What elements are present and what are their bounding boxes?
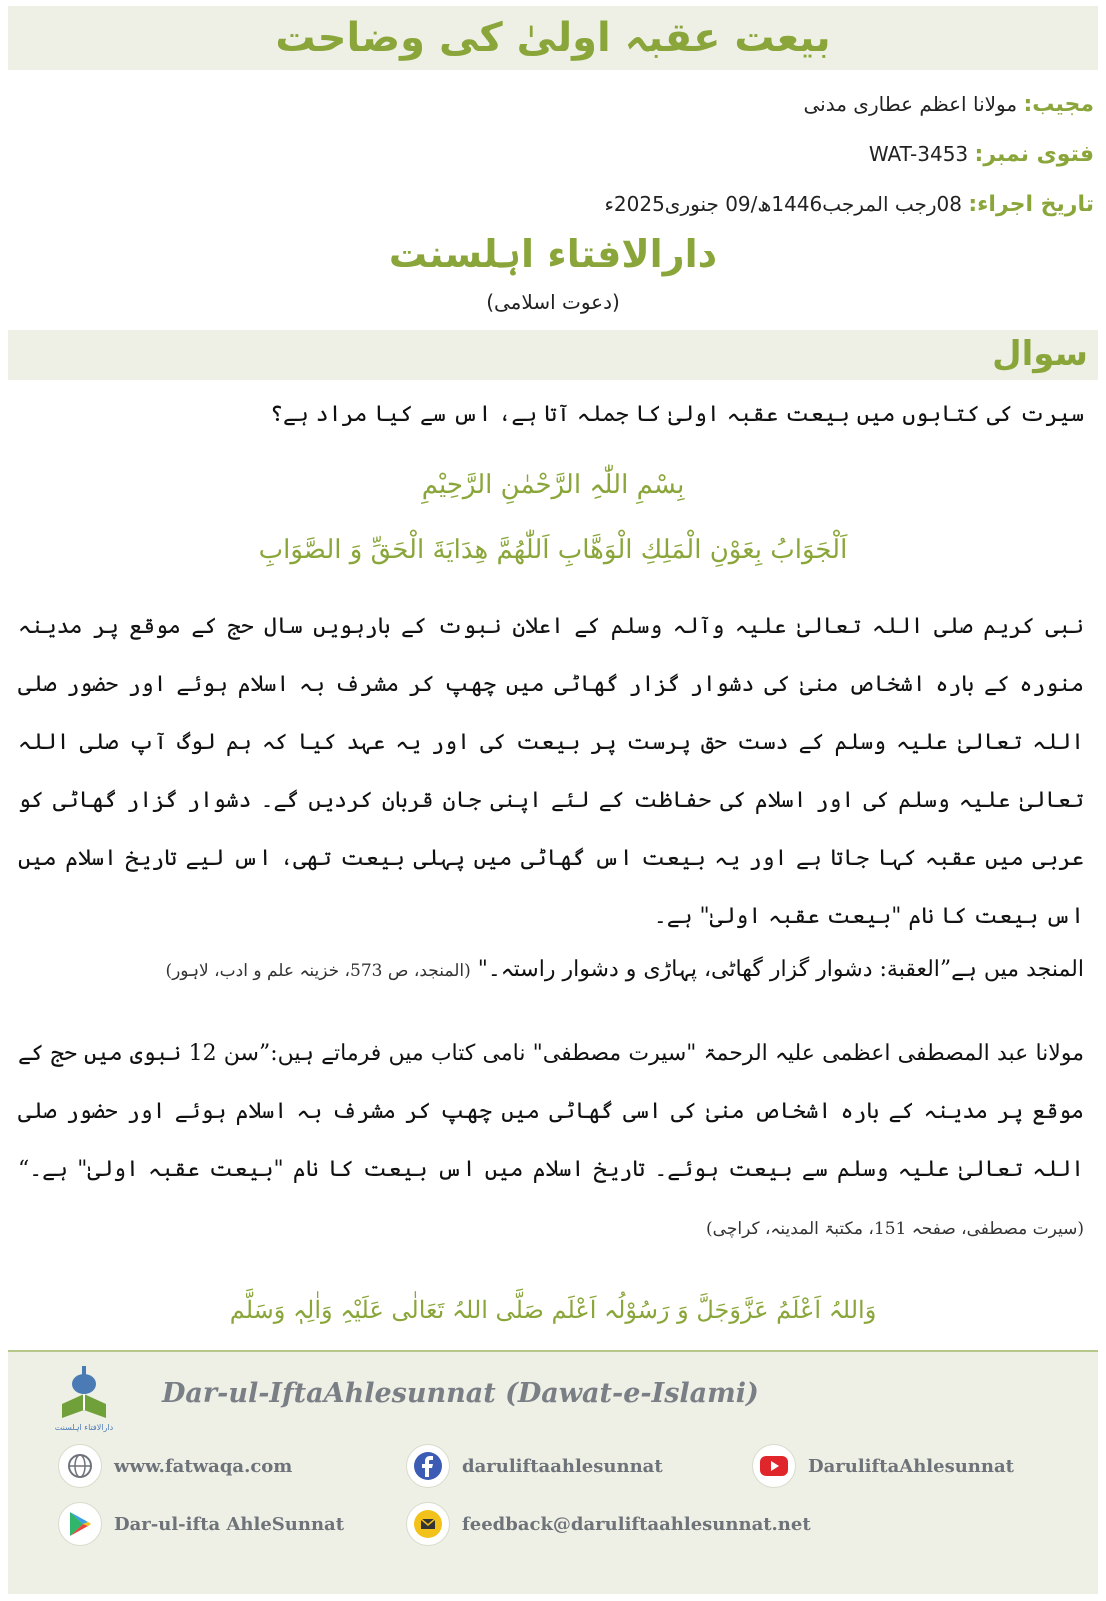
bismillah: بِسْمِ اللّٰہِ الرَّحْمٰنِ الرَّحِیْمِ: [421, 470, 685, 500]
seerat-quote: [18, 1025, 1084, 1258]
date-value: 08رجب المرجب1446ھ/09 جنوری2025ء: [604, 192, 962, 216]
institution-name: دارالافتاء اہلسنت: [388, 232, 718, 276]
munjid-quote: [18, 953, 1084, 988]
munjid-text: المنجد میں ہے”العقبة: دشوار گزار گھاٹی، پہاڑی و دشوار راستہ۔": [477, 957, 1084, 982]
facebook-text: daruliftaahlesunnat: [462, 1455, 663, 1477]
page-title: بیعت عقبہ اولیٰ کی وضاحت: [275, 15, 831, 61]
seerat-reference: (سیرت مصطفی، صفحہ 151، مکتبۃ المدینہ، کراچی): [706, 1219, 1084, 1239]
playstore-text: Dar-ul-ifta AhleSunnat: [114, 1513, 345, 1535]
dar-ul-ifta-logo: [54, 1364, 114, 1436]
globe-icon: [58, 1444, 102, 1488]
meta-date: [604, 192, 1094, 217]
feedback-icon: [406, 1502, 450, 1546]
email-text: feedback@daruliftaahlesunnat.net: [462, 1513, 811, 1535]
answer-opening: اَلْجَوَابُ بِعَوْنِ الْمَلِكِ الْوَهَّابِ اَللّٰهُمَّ هِدَايَةَ الْحَقِّ وَ الصَّوَابِ: [258, 535, 848, 565]
institution-sub: (دعوت اسلامی): [486, 290, 620, 314]
website-text: www.fatwaqa.com: [114, 1455, 293, 1477]
meta-fatwa-number: [869, 142, 1094, 167]
title-band: [8, 6, 1098, 70]
question-text: سیرت کی کتابوں میں بیعت عقبہ اولیٰ کا جملہ آتا ہے، اس سے کیا مراد ہے؟: [270, 402, 1084, 427]
fatwa-label: فتوی نمبر:: [974, 142, 1094, 167]
website-link[interactable]: [58, 1442, 292, 1490]
mujeeb-value: مولانا اعظم عطاری مدنی: [803, 92, 1018, 116]
footer: [8, 1350, 1098, 1594]
youtube-icon: [752, 1444, 796, 1488]
youtube-link[interactable]: [752, 1442, 1014, 1490]
logo-text: دارالافتاء اہلسنت: [54, 1423, 114, 1432]
munjid-reference: (المنجد، ص 573، خزینہ علم و ادب، لاہور): [165, 961, 471, 981]
youtube-text: DaruliftaAhlesunnat: [808, 1455, 1014, 1477]
mujeeb-label: مجیب:: [1023, 92, 1094, 117]
email-link[interactable]: [406, 1500, 811, 1548]
meta-mujeeb: [804, 92, 1095, 117]
seerat-text: مولانا عبد المصطفی اعظمی علیہ الرحمۃ "سیرت مصطفی" نامی کتاب میں فرماتے ہیں:”سن 12 نبوی میں حج کے موقع پر مدینہ کے بارہ اشخاص منیٰ کی اسی گھاٹی میں چھپ کر مشرف بہ اسلام ہوئے اور حضور صلی اللہ تعالیٰ علیہ وسلم سے بیعت ہوئے۔ تاریخ اسلام میں اس بیعت کا نام "بیعت عقبہ اولیٰ" ہے۔“: [18, 1041, 1084, 1182]
facebook-link[interactable]: [406, 1442, 663, 1490]
playstore-link[interactable]: [58, 1500, 344, 1548]
date-label: تاریخ اجراء:: [968, 192, 1094, 217]
question-heading: سوال: [992, 334, 1088, 374]
answer-paragraph: نبی کریم صلی اللہ تعالیٰ علیہ وآلہ وسلم کے اعلان نبوت کے بارہویں سال حج کے موقع پر مدینہ منورہ کے بارہ اشخاص منیٰ کی دشوار گزار گھاٹی میں چھپ کر مشرف بہ اسلام ہوئے اور حضور صلی اللہ تعالیٰ علیہ وسلم کے دست حق پرست پر بیعت کی اور یہ عہد کیا کہ ہم لوگ آپ صلی اللہ تعالیٰ علیہ وسلم کی اور اسلام کی حفاظت کے لئے اپنی جان قربان کردیں گے۔ دشوار گزار گھاٹی کو عربی میں عقبہ کہا جاتا ہے اور یہ بیعت اس گھاٹی میں پہلی بیعت تھی، اس لیے تاریخ اسلام میں اس بیعت کا نام "بیعت عقبہ اولیٰ" ہے۔: [18, 614, 1084, 929]
fatwa-value: WAT-3453: [868, 142, 969, 166]
closing-phrase: وَاللہُ اَعْلَمُ عَزَّوَجَلَّ وَ رَسُوْلُہ اَعْلَم صَلَّی اللہُ تَعَالٰی عَلَیْہِ وَاٰلِہٖ وَسَلَّم: [229, 1296, 877, 1324]
facebook-icon: [406, 1444, 450, 1488]
footer-brand: Dar-ul-IftaAhlesunnat (Dawat-e-Islami): [162, 1378, 759, 1409]
question-heading-band: [8, 330, 1098, 380]
play-store-icon: [58, 1502, 102, 1546]
